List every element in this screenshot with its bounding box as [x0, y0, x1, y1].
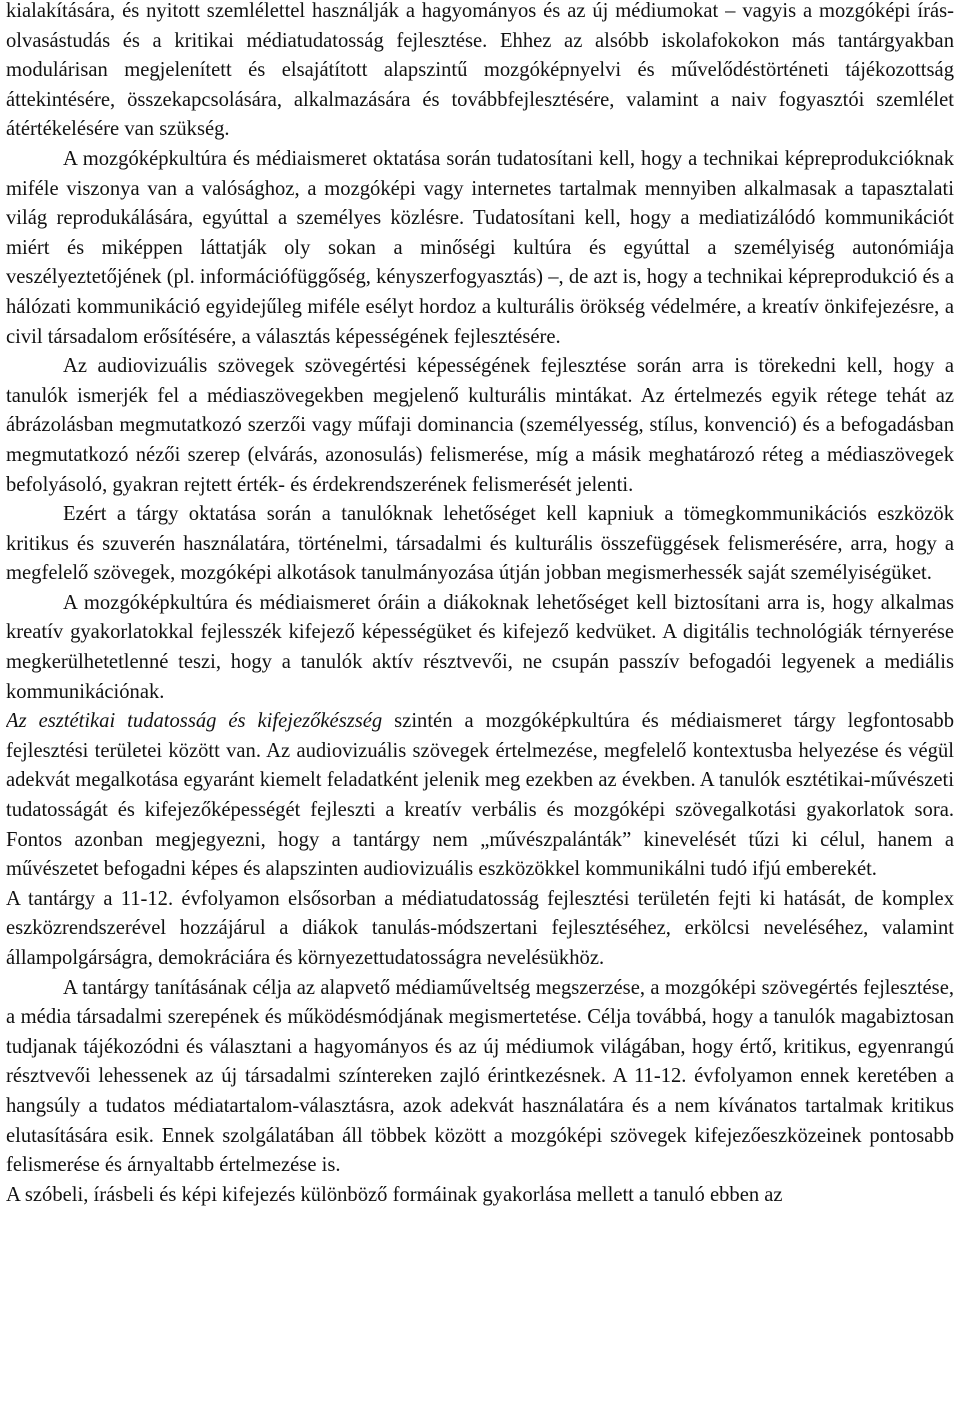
paragraph-6-body: szintén a mozgóképkultúra és médiaismeret tárgy legfontosabb fejlesztési területei között van. Az audiovizuális szövegek értelmezése, megfelelő kontextusba helyezése és végül adekvát megalkotása egyaránt kiemelt feladatként jelenik meg ezekben az években. A tanulók esztétikai-művészeti tudatosságát és kifejezőképességét fejleszti a kreatív verbális és mozgóképi szövegalkotási gyakorlatok sora. Fontos azonban megjegyezni, hogy a tantárgy nem „művészpalánták” kinevelését tűzi ki célul, hanem a művészetet befogadni képes és alapszinten audiovizuális eszközökkel kommunikálni tudó ifjú emberekét.: [6, 710, 954, 881]
paragraph-5: A mozgóképkultúra és médiaismeret óráin a diákoknak lehetőséget kell biztosítani arra is, hogy alkalmas kreatív gyakorlatokkal fejlesszék kifejező képességüket és kifejező kedvüket. A digitális technológiák térnyerése megkerülhetetlenné teszi, hogy a tanulók aktív résztvevői, ne csupán passzív befogadói legyenek a mediális kommunikációnak.: [6, 591, 954, 703]
paragraph-4: Ezért a tárgy oktatása során a tanulóknak lehetőséget kell kapniuk a tömegkommunikációs eszközök kritikus és szuverén használatára, történelmi, társadalmi és kulturális összefüggések felismerésére, arra, hogy a megfelelő szövegek, mozgóképi alkotások tanulmányozása útján jobban megismerhessék saját személyiségüket.: [6, 503, 954, 585]
paragraph-7: A tantárgy a 11-12. évfolyamon elsősorban a médiatudatosság fejlesztési területén fejti ki hatását, de komplex eszközrendszerével hozzájárul a diákok tanulás-módszertani fejlesztéséhez, erkölcsi neveléséhez, valamint állampolgárságra, demokráciára és környezettudatosságra nevelésükhöz.: [6, 887, 954, 969]
document-page: [6, 0, 954, 1416]
paragraph-2: A mozgóképkultúra és médiaismeret oktatása során tudatosítani kell, hogy a technikai képreprodukcióknak miféle viszonya van a valósághoz, a mozgóképi vagy internetes tartalmak mennyiben alkalmasak a tapasztalati világ reprodukálására, egyúttal a személyes közlésre. Tudatosítani kell, hogy a mediatizálódó kommunikációt miért és miképpen láttatják oly sokan a minőségi kultúra és egyúttal a személyiség autonómiája veszélyeztetőjének (pl. információfüggőség, kényszerfogyasztás) –, de azt is, hogy a technikai képreprodukció és a hálózati kommunikáció egyidejűleg miféle esélyt hordoz a kulturális örökség védelmére, a kreatív önkifejezésre, a civil társadalom erősítésére, a választás képességének fejlesztésére.: [6, 147, 954, 348]
paragraph-6: [6, 707, 954, 885]
paragraph-8: A tantárgy tanításának célja az alapvető médiaműveltség megszerzése, a mozgóképi szövegértés fejlesztése, a média társadalmi szerepének és működésmódjának megismertetése. Célja továbbá, hogy a tanulók magabiztosan tudjanak tájékozódni és választani a hagyományos és az új médiumok világában, hogy értő, kritikus, egyenrangú résztvevői lehessenek az új társadalmi színtereken zajló érintkezésnek. A 11-12. évfolyamon ennek keretében a hangsúly a tudatos médiatartalom-választásra, azok adekvát használatára és a nem kívánatos tartalmak kritikus elutasítására esik. Ennek szolgálatában áll többek között a mozgóképi szövegek kifejezőeszközeinek pontosabb felismerése és árnyaltabb értelmezése is.: [6, 976, 954, 1177]
italic-lead-phrase: Az esztétikai tudatosság és kifejezőkészség: [6, 710, 383, 733]
paragraph-3: Az audiovizuális szövegek szövegértési képességének fejlesztése során arra is törekedni kell, hogy a tanulók ismerjék fel a médiaszövegekben megjelenő kulturális mintákat. Az értelmezés egyik rétege tehát az ábrázolásban megmutatkozó szerzői vagy műfaji dominancia (személyesség, stílus, konvenció) és a befogadásban megmutatkozó nézői szerep (elvárás, azonosulás) felismerése, míg a másik meghatározó réteg a médiaszövegek befolyásoló, gyakran rejtett érték- és érdekrendszerének felismerését jelenti.: [6, 355, 954, 496]
paragraph-1: kialakítására, és nyitott szemlélettel használják a hagyományos és az új médiumokat – vagyis a mozgóképi írás-olvasástudás és a kritikai médiatudatosság fejlesztése. Ehhez az alsóbb iskolafokokon más tantárgyakban modulárisan megjelenített és elsajátított alapszintű mozgóképnyelvi és művelődéstörténeti tájékozottság áttekintésére, összekapcsolására, alkalmazására és továbbfejlesztésére, valamint a naiv fogyasztói szemlélet átértékelésére van szükség.: [6, 0, 954, 141]
paragraph-9: A szóbeli, írásbeli és képi kifejezés különböző formáinak gyakorlása mellett a tanuló ebben az: [6, 1183, 783, 1206]
